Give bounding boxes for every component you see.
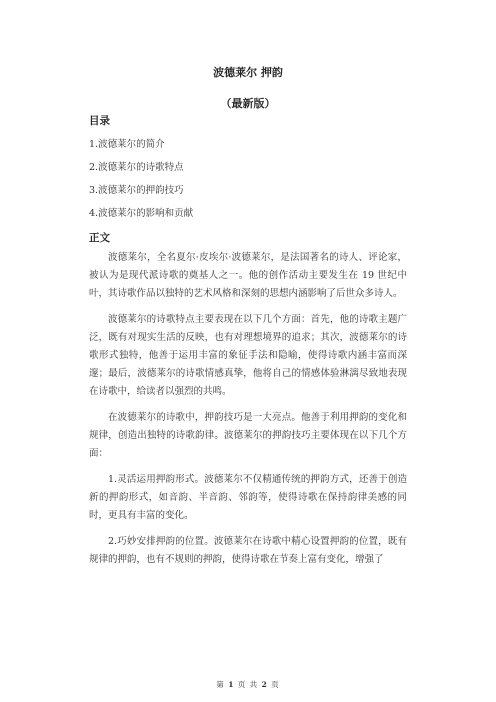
page-footer (0, 679, 496, 690)
footer-suffix: 页 (271, 680, 280, 689)
toc-heading: 目录 (89, 115, 110, 127)
footer-page-number: 1 (228, 680, 235, 689)
toc-item: 4.波德莱尔的影响和贡献 (89, 208, 194, 219)
document-content (89, 113, 407, 569)
toc-item: 1.波德莱尔的简介 (89, 139, 165, 150)
toc-item: 2.波德莱尔的诗歌特点 (89, 162, 184, 173)
footer-total-pages: 2 (261, 680, 268, 689)
body-paragraph: 在波德莱尔的诗歌中，押韵技巧是一大亮点。他善于利用押韵的变化和规律，创造出独特的诗歌韵律。波德莱尔的押韵技巧主要体现在以下几个方面： (89, 412, 407, 459)
body-paragraph: 1.灵活运用押韵形式。波德莱尔不仅精通传统的押韵方式，还善于创造新的押韵形式，如音韵、半音韵、邻韵等，使得诗歌在保持韵律美感的同时，更具有丰富的变化。 (89, 474, 407, 521)
footer-middle: 页 共 (237, 680, 259, 689)
document-subtitle: （最新版） (220, 97, 276, 110)
body-paragraph: 2.巧妙安排押韵的位置。波德莱尔在诗歌中精心设置押韵的位置，既有规律的押韵，也有不规则的押韵，使得诗歌在节奏上富有变化，增强了 (89, 536, 407, 565)
toc-item: 3.波德莱尔的押韵技巧 (89, 185, 184, 196)
body-heading: 正文 (89, 232, 110, 244)
footer-prefix: 第 (216, 680, 225, 689)
body-paragraph: 波德莱尔，全名夏尔·皮埃尔·波德莱尔，是法国著名的诗人、评论家，被认为是现代派诗歌的奠基人之一。他的创作活动主要发生在 19 世纪中叶，其诗歌作品以独特的艺术风格和深刻的思想内涵影响了后世众多诗人。 (89, 252, 407, 299)
document-title: 波德莱尔 押韵 (213, 66, 283, 79)
body-paragraph: 波德莱尔的诗歌特点主要表现在以下几个方面：首先，他的诗歌主题广泛，既有对现实生活的反映，也有对理想境界的追求；其次，波德莱尔的诗歌形式独特，他善于运用丰富的象征手法和隐喻，使得诗歌内涵丰富而深邃；最后，波德莱尔的诗歌情感真挚，他将自己的情感体验淋漓尽致地表现在诗歌中，给读者以强烈的共鸣。 (89, 314, 407, 397)
toc-list (89, 138, 407, 221)
